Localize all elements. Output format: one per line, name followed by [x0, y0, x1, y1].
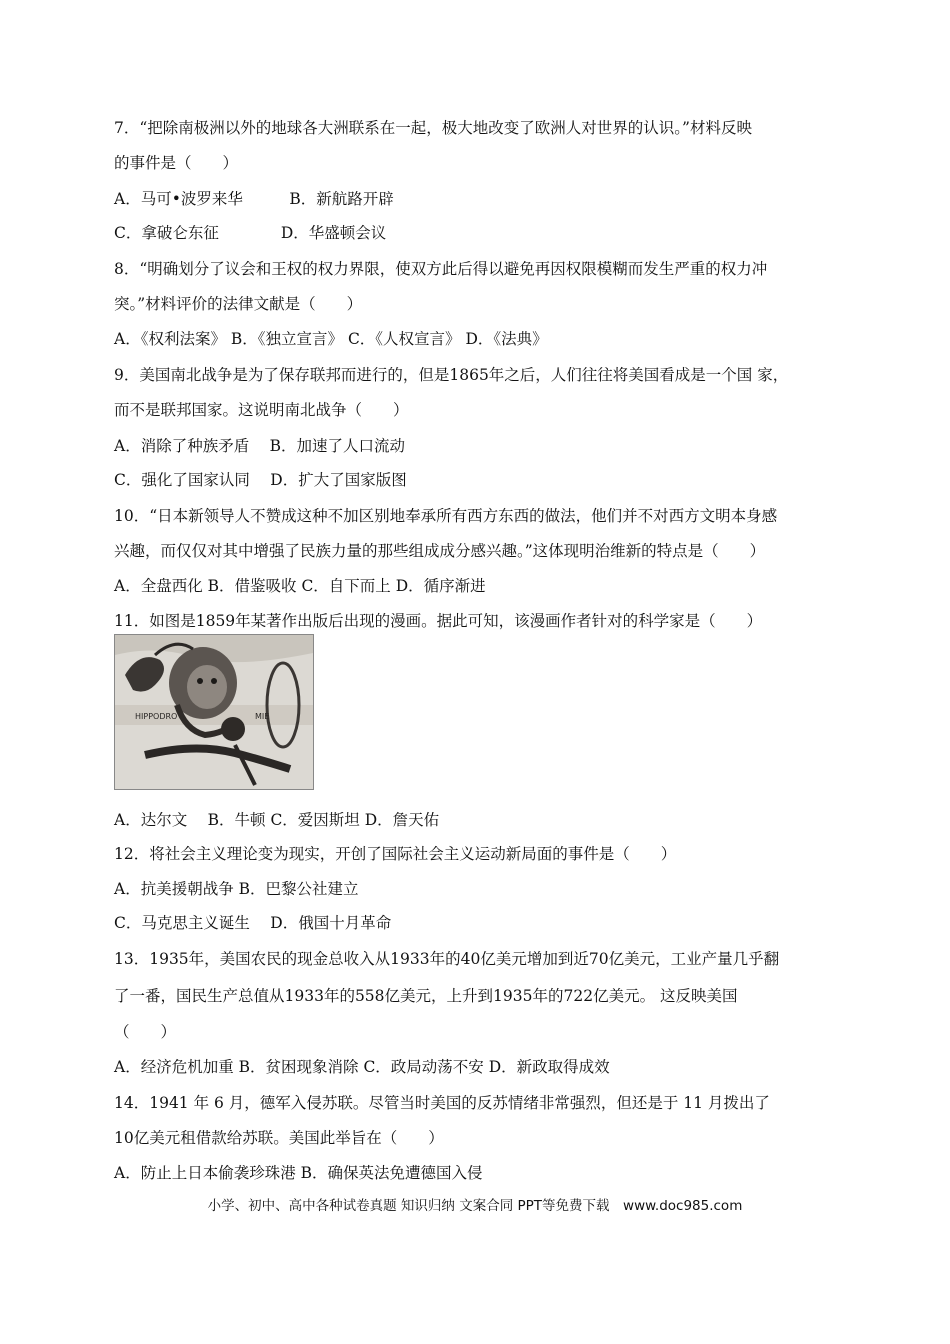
question-7-line-2: 的事件是（ ） [114, 154, 239, 172]
question-9-line-1: 9．美国南北战争是为了保存联邦而进行的，但是1865年之后，人们往往将美国看成是一个国 家， [114, 366, 789, 384]
question-13-line-3: （ ） [114, 1023, 177, 1041]
question-12-options-cd: C．马克思主义诞生 D．俄国十月革命 [114, 914, 392, 932]
question-7-options-ab: A．马可•波罗来华 B．新航路开辟 [114, 190, 394, 208]
question-11-line-1: 11．如图是1859年某著作出版后出现的漫画。据此可知，该漫画作者针对的科学家是（ ） [114, 612, 763, 630]
cartoon-label-2: MIE [255, 712, 270, 721]
question-8-line-1: 8．“明确划分了议会和王权的权力界限，使双方此后得以避免再因权限模糊而发生严重的权力冲 [114, 260, 768, 278]
question-13-line-2: 了一番，国民生产总值从1933年的558亿美元，上升到1935年的722亿美元。 这反映美国 [114, 987, 738, 1005]
question-7-line-1: 7．“把除南极洲以外的地球各大洲联系在一起，极大地改变了欧洲人对世界的认识。”材料反映 [114, 119, 752, 137]
darwin-cartoon-image [114, 634, 314, 790]
question-12-options-ab: A．抗美援朝战争 B．巴黎公社建立 [114, 880, 359, 898]
question-7-options-cd: C．拿破仑东征 D．华盛顿会议 [114, 224, 387, 242]
question-14-line-2: 10亿美元租借款给苏联。美国此举旨在（ ） [114, 1129, 444, 1147]
question-9-line-2: 而不是联邦国家。这说明南北战争（ ） [114, 401, 409, 419]
question-10-line-1: 10．“日本新领导人不赞成这种不加区别地奉承所有西方东西的做法，他们并不对西方文明本身感 [114, 507, 778, 525]
question-9-options-cd: C．强化了国家认同 D．扩大了国家版图 [114, 471, 407, 489]
question-9-options-ab: A．消除了种族矛盾 B．加速了人口流动 [114, 437, 406, 455]
question-14-options-ab: A．防止上日本偷袭珍珠港 B．确保英法免遭德国入侵 [114, 1164, 483, 1182]
question-10-line-2: 兴趣，而仅仅对其中增强了民族力量的那些组成成分感兴趣。”这体现明治维新的特点是（ ） [114, 542, 766, 560]
question-8-options: A．《权利法案》 B．《独立宣言》 C．《人权宣言》 D．《法典》 [114, 330, 548, 348]
question-13-line-1: 13．1935年，美国农民的现金总收入从1933年的40亿美元增加到近70亿美元，工业产量几乎翻 [114, 950, 780, 968]
question-10-options: A．全盘西化 B．借鉴吸收 C．自下而上 D．循序渐进 [114, 577, 486, 595]
cartoon-label-1: HIPPODRO [135, 712, 178, 721]
question-13-options: A．经济危机加重 B．贫困现象消除 C．政局动荡不安 D．新政取得成效 [114, 1058, 610, 1076]
question-12-line-1: 12．将社会主义理论变为现实，开创了国际社会主义运动新局面的事件是（ ） [114, 845, 677, 863]
question-14-line-1: 14．1941 年 6 月，德军入侵苏联。尽管当时美国的反苏情绪非常强烈，但还是于 11 月拨出了 [114, 1094, 770, 1112]
question-8-line-2: 突。”材料评价的法律文献是（ ） [114, 295, 363, 313]
question-11-options: A．达尔文 B．牛顿 C．爱因斯坦 D．詹天佑 [114, 811, 440, 829]
page-footer: 小学、初中、高中各种试卷真题 知识归纳 文案合同 PPT等免费下载 www.doc985.com [207, 1198, 743, 1214]
